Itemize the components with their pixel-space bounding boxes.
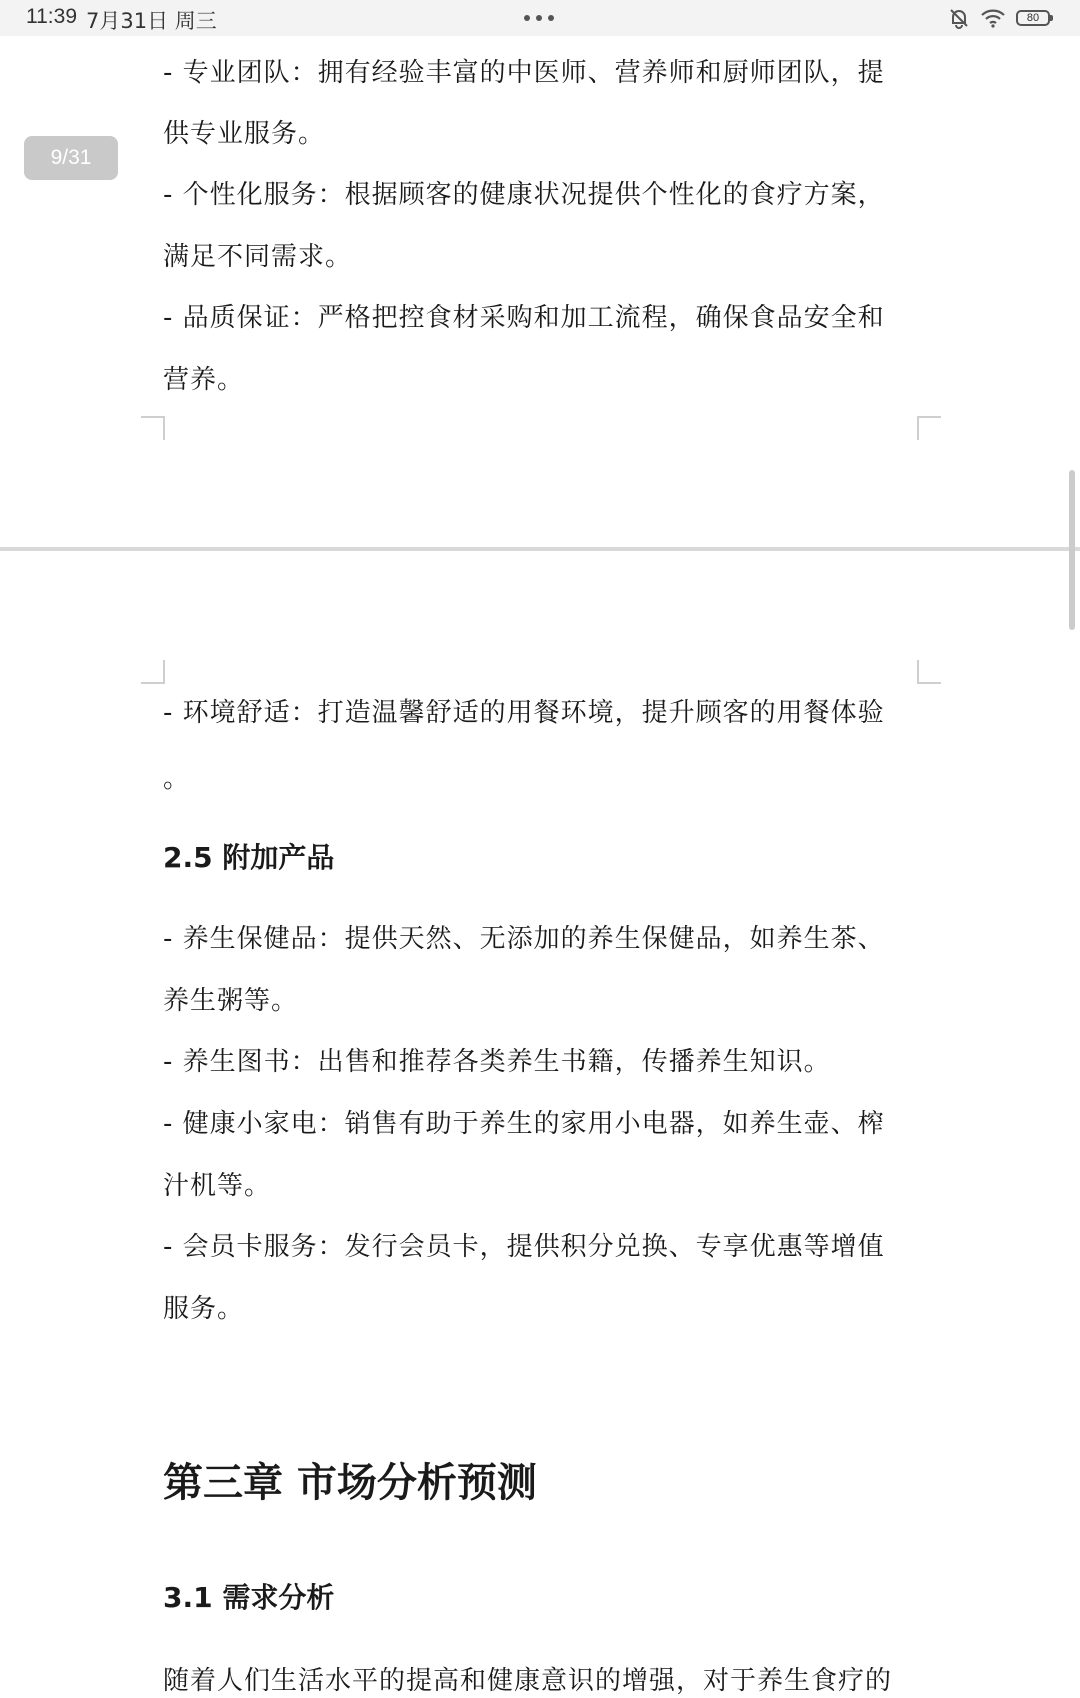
paragraph-line: - 养生保健品：提供天然、无添加的养生保健品，如养生茶、: [163, 924, 885, 954]
more-options-icon[interactable]: [524, 15, 554, 21]
wifi-icon: [980, 8, 1006, 28]
paragraph-line: 供专业服务。: [163, 119, 326, 149]
paragraph-line: 营养。: [163, 365, 245, 395]
paragraph-line: - 健康小家电：销售有助于养生的家用小电器，如养生壶、榨: [163, 1109, 885, 1139]
battery-icon: 80: [1016, 10, 1050, 26]
paragraph-line: - 环境舒适：打造温馨舒适的用餐环境，提升顾客的用餐体验: [163, 698, 885, 728]
page-corner-mark: [141, 416, 165, 440]
page-separator: [0, 547, 1080, 551]
paragraph-line: 服务。: [163, 1294, 245, 1324]
page-corner-mark: [917, 416, 941, 440]
paragraph-line: 养生粥等。: [163, 986, 299, 1016]
status-date: 7月31日 周三: [86, 9, 217, 33]
silent-bell-icon: [948, 7, 970, 29]
status-bar: [0, 0, 1080, 36]
paragraph-line: 随着人们生活水平的提高和健康意识的增强，对于养生食疗的: [163, 1666, 893, 1696]
paragraph-line: 汁机等。: [163, 1171, 272, 1201]
status-icons: [948, 7, 1050, 29]
status-time: 11:39: [26, 5, 77, 28]
scrollbar-thumb[interactable]: [1069, 470, 1075, 630]
paragraph-line: - 会员卡服务：发行会员卡，提供积分兑换、专享优惠等增值: [163, 1232, 885, 1262]
paragraph-line: 满足不同需求。: [163, 242, 353, 272]
page-indicator: 9/31: [24, 136, 118, 180]
chapter-heading: 第三章 市场分析预测: [163, 1460, 537, 1506]
paragraph-line: - 养生图书：出售和推荐各类养生书籍，传播养生知识。: [163, 1047, 831, 1077]
paragraph-line: - 品质保证：严格把控食材采购和加工流程，确保食品安全和: [163, 303, 885, 333]
paragraph-line: 。: [163, 764, 191, 794]
page-corner-mark: [141, 660, 165, 684]
section-heading: 3.1 需求分析: [163, 1581, 335, 1614]
page-corner-mark: [917, 660, 941, 684]
paragraph-line: - 专业团队：拥有经验丰富的中医师、营养师和厨师团队，提: [163, 58, 885, 88]
paragraph-line: - 个性化服务：根据顾客的健康状况提供个性化的食疗方案，: [163, 180, 885, 210]
section-heading: 2.5 附加产品: [163, 841, 335, 874]
